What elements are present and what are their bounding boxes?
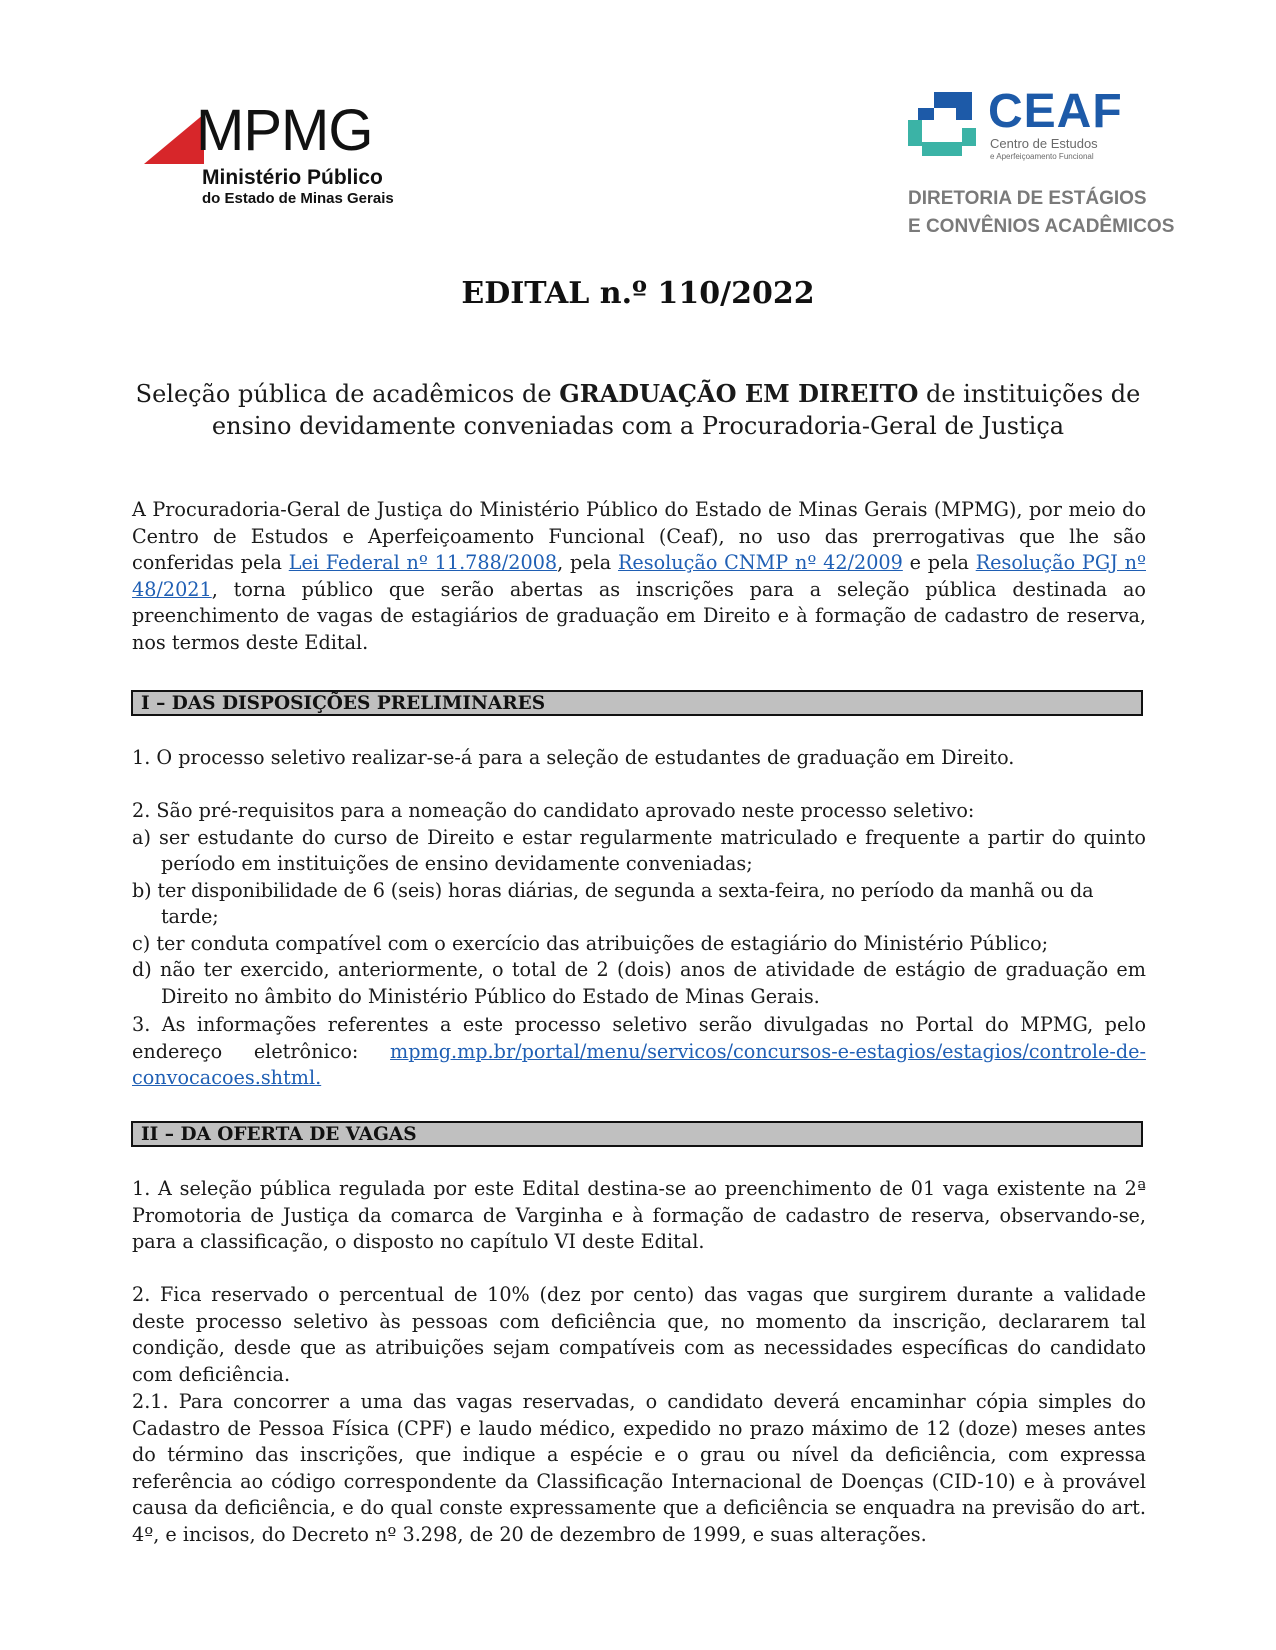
section1-item1 (132, 745, 1146, 772)
ceaf-logo (908, 85, 1175, 248)
subtitle-bold: GRADUAÇÃO EM DIREITO (559, 379, 919, 408)
section2-paragraph-1: 1. A seleção pública regulada por este Edital destina-se ao preenchimento de 01 vaga existente na 2ª Promotoria de Justiça da comarca de Varginha e à formação de cadastro de reserva, observando-se, para a classificação, o disposto no capítulo VI deste Edital. (132, 1177, 1146, 1253)
ceaf-directorate-line2: E CONVÊNIOS ACADÊMICOS (908, 216, 1175, 237)
ceaf-acronym: CEAF (988, 85, 1123, 138)
mpmg-name-line1: Ministério Público (202, 166, 383, 189)
section-heading-oferta-vagas: II – DA OFERTA DE VAGAS (131, 1121, 1143, 1147)
section2-item21 (132, 1389, 1146, 1548)
link-resolucao-cnmp[interactable]: Resolução CNMP nº 42/2009 (617, 551, 903, 574)
section1-item3 (132, 1012, 1146, 1092)
subtitle-part1: Seleção pública de acadêmicos de (135, 380, 560, 408)
link-lei-federal[interactable]: Lei Federal nº 11.788/2008 (288, 551, 558, 574)
section1-item2 (132, 798, 1146, 1010)
document-subtitle (132, 378, 1144, 442)
mpmg-name-line2: do Estado de Minas Gerais (202, 190, 394, 207)
section2-paragraph-2-1: 2.1. Para concorrer a uma das vagas reservadas, o candidato deverá encaminhar cópia simples do Cadastro de Pessoa Física (CPF) e laudo médico, expedido no prazo máximo de 12 (doze) meses antes do término das inscrições, que indique a espécie e o grau ou nível da deficiência, com expressa referência ao código correspondente da Classificação Internacional de Doenças (CID-10) e à provável causa da deficiência, e do qual conste expressamente que a deficiência se enquadra na previsão do art. 4º, e incisos, do Decreto nº 3.298, de 20 de dezembro de 1999, e suas alterações. (132, 1390, 1146, 1546)
intro-text-2: , pela (557, 551, 618, 574)
section2-paragraph-2: 2. Fica reservado o percentual de 10% (dez por cento) das vagas que surgirem durante a validade deste processo seletivo às pessoas com deficiência que, no momento da inscrição, declararem tal condição, desde que as atribuições sejam compatíveis com as necessidades específicas do candidato com deficiência. (132, 1283, 1146, 1386)
requirement-c: c) ter conduta compatível com o exercício das atribuições de estagiário do Ministério Público; (132, 931, 1049, 955)
mpmg-acronym: MPMG (196, 98, 373, 163)
requirement-a: a) ser estudante do curso de Direito e estar regularmente matriculado e frequente a partir do quinto período em instituições de ensino devidamente conveniadas; (132, 825, 1146, 875)
requirement-b: b) ter disponibilidade de 6 (seis) horas diárias, de segunda a sexta-feira, no período da manhã ou da tarde; (132, 878, 1094, 928)
section2-item2 (132, 1282, 1146, 1388)
section1-paragraph-1: 1. O processo seletivo realizar-se-á para a seleção de estudantes de graduação em Direito. (132, 746, 1015, 769)
ceaf-subtitle-line2: e Aperfeiçoamento Funcional (990, 152, 1094, 161)
link-resolucao-pgj[interactable]: Resolução PGJ nº 48/2021 (132, 551, 1146, 601)
section1-paragraph-2: 2. São pré-requisitos para a nomeação do candidato aprovado neste processo seletivo: (132, 799, 975, 822)
intro-text-3: e pela (902, 551, 976, 574)
intro-paragraph (132, 497, 1146, 656)
subtitle-part2: de instituições de ensino devidamente conveniadas com a Procuradoria-Geral de Justiça (211, 380, 1141, 440)
mpmg-logo (144, 98, 414, 208)
ceaf-mark-icon (908, 92, 980, 158)
section2-item1 (132, 1176, 1146, 1256)
intro-text-1: A Procuradoria-Geral de Justiça do Ministério Público do Estado de Minas Gerais (MPMG), por meio do Centro de Estudos e Aperfeiçoamento Funcional (Ceaf), no uso das prerrogativas que lhe são conferidas pela (132, 498, 1146, 574)
section-heading-preliminares: I – DAS DISPOSIÇÕES PRELIMINARES (131, 690, 1143, 716)
section1-paragraph-3-text: 3. As informações referentes a este processo seletivo serão divulgadas no Portal do MPMG, pelo endereço eletrônico: (132, 1013, 1146, 1063)
section1-paragraph-3 (132, 1012, 1146, 1092)
ceaf-subtitle-line1: Centro de Estudos (990, 136, 1098, 151)
link-portal-mpmg[interactable]: mpmg.mp.br/portal/menu/servicos/concursos-e-estagios/estagios/controle-de-convocacoes.shtml. (132, 1039, 1146, 1089)
requirement-d: d) não ter exercido, anteriormente, o total de 2 (dois) anos de atividade de estágio de graduação em Direito no âmbito do Ministério Público do Estado de Minas Gerais. (132, 958, 1146, 1008)
intro-text-4: , torna público que serão abertas as inscrições para a seleção pública destinada ao preenchimento de vagas de estagiários de graduação em Direito e à formação de cadastro de reserva, nos termos deste Edital. (132, 577, 1146, 654)
document-title: EDITAL n.º 110/2022 (461, 276, 815, 311)
ceaf-directorate-line1: DIRETORIA DE ESTÁGIOS (908, 188, 1147, 209)
